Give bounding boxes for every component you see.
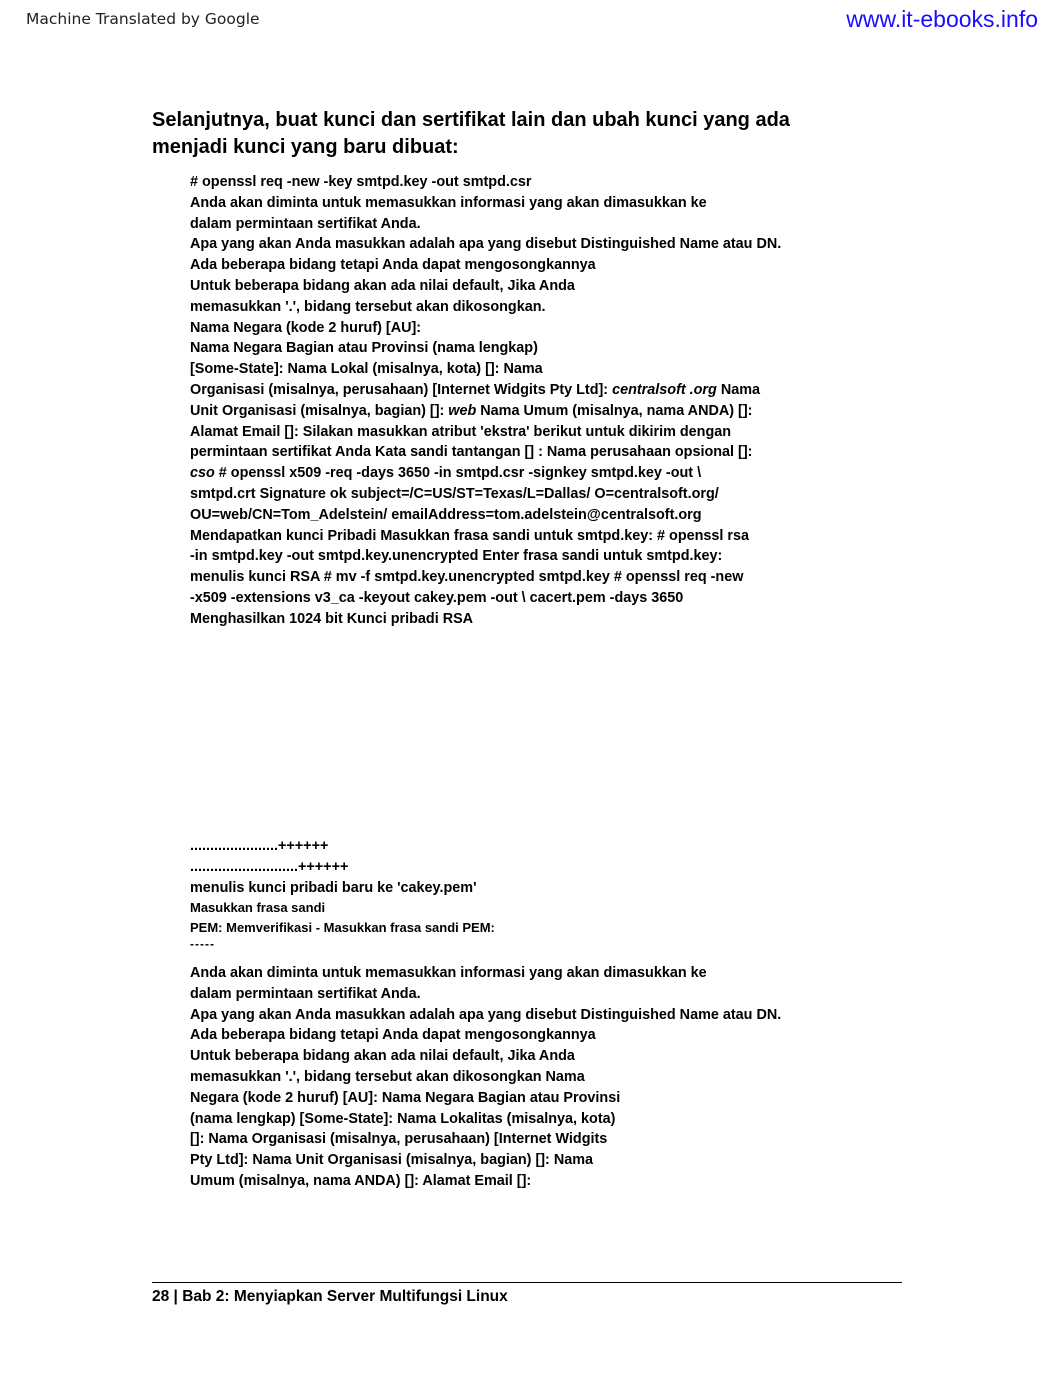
code-line: []: Nama Organisasi (misalnya, perusahaan) [Internet Widgits [190, 1131, 608, 1148]
code-text: Organisasi (misalnya, perusahaan) [Internet Widgits Pty Ltd]: [190, 381, 613, 398]
footer-divider [152, 1282, 902, 1283]
code-line: dalam permintaan sertifikat Anda. [190, 215, 421, 232]
code-line [190, 463, 890, 484]
code-line: Anda akan diminta untuk memasukkan informasi yang akan dimasukkan ke [190, 965, 707, 981]
code-line: # openssl req -new -key smtpd.key -out smtpd.csr [190, 174, 532, 190]
code-line: Ada beberapa bidang tetapi Anda dapat mengosongkannya [190, 1027, 596, 1044]
code-line: OU=web/CN=Tom_Adelstein/ emailAddress=tom.adelstein@centralsoft.org [190, 506, 702, 523]
code-line: dalam permintaan sertifikat Anda. [190, 985, 421, 1002]
code-line: [Some-State]: Nama Lokal (misalnya, kota) []: Nama [190, 361, 543, 378]
code-line: ----- [190, 937, 215, 952]
code-line: Ada beberapa bidang tetapi Anda dapat mengosongkannya [190, 257, 596, 274]
chapter-title: Bab 2: Menyiapkan Server Multifungsi Linux [182, 1288, 508, 1305]
code-block-2 [190, 836, 890, 950]
code-italic-text: cso [190, 465, 215, 482]
code-text: Unit Organisasi (misalnya, bagian) []: [190, 402, 449, 419]
code-text: # openssl x509 -req -days 3650 -in smtpd.csr -signkey smtpd.key -out \ [214, 465, 702, 482]
heading-line: menjadi kunci yang baru dibuat: [152, 136, 459, 158]
code-line: (nama lengkap) [Some-State]: Nama Lokalitas (misalnya, kota) [190, 1110, 616, 1127]
code-line: Pty Ltd]: Nama Unit Organisasi (misalnya, bagian) []: Nama [190, 1152, 594, 1169]
page-footer [152, 1287, 508, 1307]
code-italic-text: web [448, 402, 477, 419]
code-line: ......................++++++ [190, 838, 329, 854]
footer-separator: | [169, 1288, 183, 1305]
code-line: Nama Negara (kode 2 huruf) [AU]: [190, 319, 422, 336]
code-line: ...........................++++++ [190, 858, 349, 875]
code-line: -x509 -extensions v3_ca -keyout cakey.pem -out \ cacert.pem -days 3650 [190, 589, 684, 606]
code-line: Umum (misalnya, nama ANDA) []: Alamat Email []: [190, 1172, 532, 1189]
code-line: Nama Negara Bagian atau Provinsi (nama lengkap) [190, 340, 538, 357]
code-block-3 [190, 963, 890, 1192]
code-line: Apa yang akan Anda masukkan adalah apa yang disebut Distinguished Name atau DN. [190, 236, 782, 253]
page-number: 28 [152, 1288, 170, 1305]
code-line: Negara (kode 2 huruf) [AU]: Nama Negara Bagian atau Provinsi [190, 1089, 621, 1106]
machine-translated-label: Machine Translated by Google [26, 10, 260, 28]
code-line: memasukkan '.', bidang tersebut akan dikosongkan Nama [190, 1068, 585, 1085]
code-line: Untuk beberapa bidang akan ada nilai default, Jika Anda [190, 277, 575, 294]
code-block-1 [190, 172, 890, 630]
code-line: Untuk beberapa bidang akan ada nilai default, Jika Anda [190, 1048, 575, 1065]
code-line: Masukkan frasa sandi [190, 900, 326, 916]
code-line: PEM: Memverifikasi - Masukkan frasa sandi PEM: [190, 920, 495, 936]
code-line [190, 380, 890, 401]
code-line: smtpd.crt Signature ok subject=/C=US/ST=Texas/L=Dallas/ O=centralsoft.org/ [190, 485, 719, 502]
code-italic-text: centralsoft .org [612, 381, 717, 398]
code-line: Alamat Email []: Silakan masukkan atribut 'ekstra' berikut untuk dikirim dengan [190, 423, 732, 440]
code-line: Mendapatkan kunci Pribadi Masukkan frasa sandi untuk smtpd.key: # openssl rsa [190, 527, 750, 544]
code-line: permintaan sertifikat Anda Kata sandi tantangan [] : Nama perusahaan opsional []: [190, 444, 753, 461]
code-text: Nama Umum (misalnya, nama ANDA) []: [476, 402, 753, 419]
heading-line: Selanjutnya, buat kunci dan sertifikat lain dan ubah kunci yang ada [152, 109, 790, 131]
site-link[interactable]: www.it-ebooks.info [846, 6, 1038, 32]
code-line: menulis kunci pribadi baru ke 'cakey.pem' [190, 879, 477, 896]
code-line: Menghasilkan 1024 bit Kunci pribadi RSA [190, 610, 474, 627]
code-line: Apa yang akan Anda masukkan adalah apa yang disebut Distinguished Name atau DN. [190, 1006, 782, 1023]
code-line: memasukkan '.', bidang tersebut akan dikosongkan. [190, 298, 546, 315]
code-line: Anda akan diminta untuk memasukkan informasi yang akan dimasukkan ke [190, 194, 707, 211]
code-text: Nama [716, 381, 761, 398]
section-heading [152, 107, 872, 161]
code-line: -in smtpd.key -out smtpd.key.unencrypted Enter frasa sandi untuk smtpd.key: [190, 548, 723, 565]
code-line [190, 401, 890, 422]
code-line: menulis kunci RSA # mv -f smtpd.key.unencrypted smtpd.key # openssl req -new [190, 569, 744, 586]
